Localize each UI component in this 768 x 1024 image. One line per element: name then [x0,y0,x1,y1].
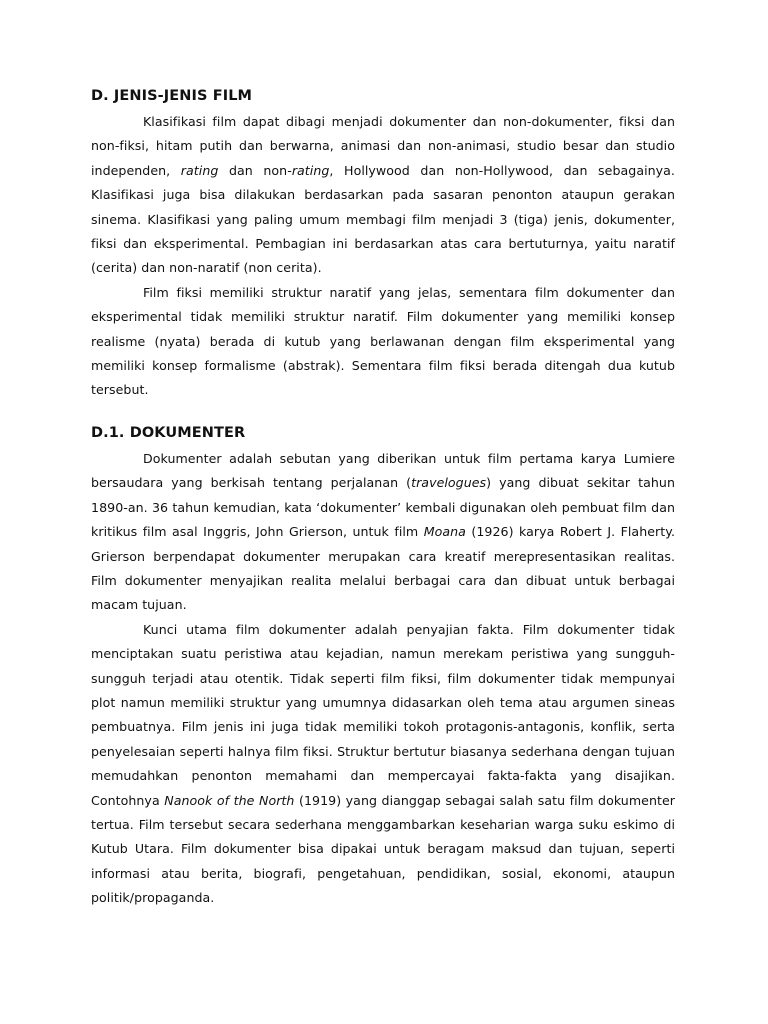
paragraph-klasifikasi [91,110,675,281]
document-page [91,84,675,911]
italic-term: Moana [423,524,466,540]
paragraph-text: , Hollywood dan non-Hollywood, dan sebagainya. Klasifikasi juga bisa dilakukan berdasarkan pada sasaran penonton ataupun gerakan sinema. Klasifikasi yang paling umum membagi film menjadi 3 (tiga) jenis, dokumenter, fiksi dan eksperimental. Pembagian ini berdasarkan atas cara bertuturnya, yaitu naratif (cerita) dan non-naratif (non cerita). [91,162,675,276]
paragraph-fiksi: Film fiksi memiliki struktur naratif yang jelas, sementara film dokumenter dan eksperimental tidak memiliki struktur naratif. Film dokumenter yang memiliki konsep realisme (nyata) berada di kutub yang berlawanan dengan film eksperimental yang memiliki konsep formalisme (abstrak). Sementara film fiksi berada ditengah dua kutub tersebut. [91,284,675,398]
paragraph-text: (1919) yang dianggap sebagai salah satu film dokumenter tertua. Film tersebut secara sederhana menggambarkan keseharian warga suku eskimo di Kutub Utara. Film dokumenter bisa dipakai untuk beragam maksud dan tujuan, seperti informasi atau berita, biografi, pengetahuan, pendidikan, sosial, ekonomi, ataupun politik/propaganda. [91,792,675,906]
paragraph-kunci-dokumenter [91,618,675,911]
paragraph-text: Klasifikasi film dapat dibagi menjadi dokumenter dan non-dokumenter, fiksi dan non-fiksi, hitam putih dan berwarna, animasi dan non-animasi, studio besar dan studio independen, [91,114,675,178]
paragraph-dokumenter-sejarah [91,447,675,618]
italic-term: travelogues [411,475,487,491]
paragraph-text: dan non- [218,162,292,178]
italic-term: rating [291,162,330,178]
section-heading-dokumenter: D.1. DOKUMENTER [91,424,246,441]
section-heading-jenis-film: D. JENIS-JENIS FILM [91,88,253,104]
paragraph-text: Dokumenter adalah sebutan yang diberikan untuk film pertama karya Lumiere bersaudara yang berkisah tentang perjalanan ( [91,450,675,491]
paragraph-text: ) yang dibuat sekitar tahun 1890-an. 36 tahun kemudian, kata ‘dokumenter’ kembali digunakan oleh pembuat film dan kritikus film asal Inggris, John Grierson, untuk film [91,475,675,540]
italic-term: rating [180,162,219,178]
italic-term: Nanook of the North [164,792,295,808]
paragraph-text: Kunci utama film dokumenter adalah penyajian fakta. Film dokumenter tidak menciptakan suatu peristiwa atau kejadian, namun merekam peristiwa yang sungguh-sungguh terjadi atau otentik. Tidak seperti film fiksi, film dokumenter tidak mempunyai plot namun memiliki struktur yang umumnya didasarkan oleh tema atau argumen sineas pembuatnya. Film jenis ini juga tidak memiliki tokoh protagonis-antagonis, konflik, serta penyelesaian seperti halnya film fiksi. Struktur bertutur biasanya sederhana dengan tujuan memudahkan penonton memahami dan mempercayai fakta-fakta yang disajikan. Contohnya [91,621,675,808]
paragraph-text: (1926) karya Robert J. Flaherty. Grierson berpendapat dokumenter merupakan cara kreatif merepresentasikan realitas. Film dokumenter menyajikan realita melalui berbagai cara dan dibuat untuk berbagai macam tujuan. [91,524,675,613]
